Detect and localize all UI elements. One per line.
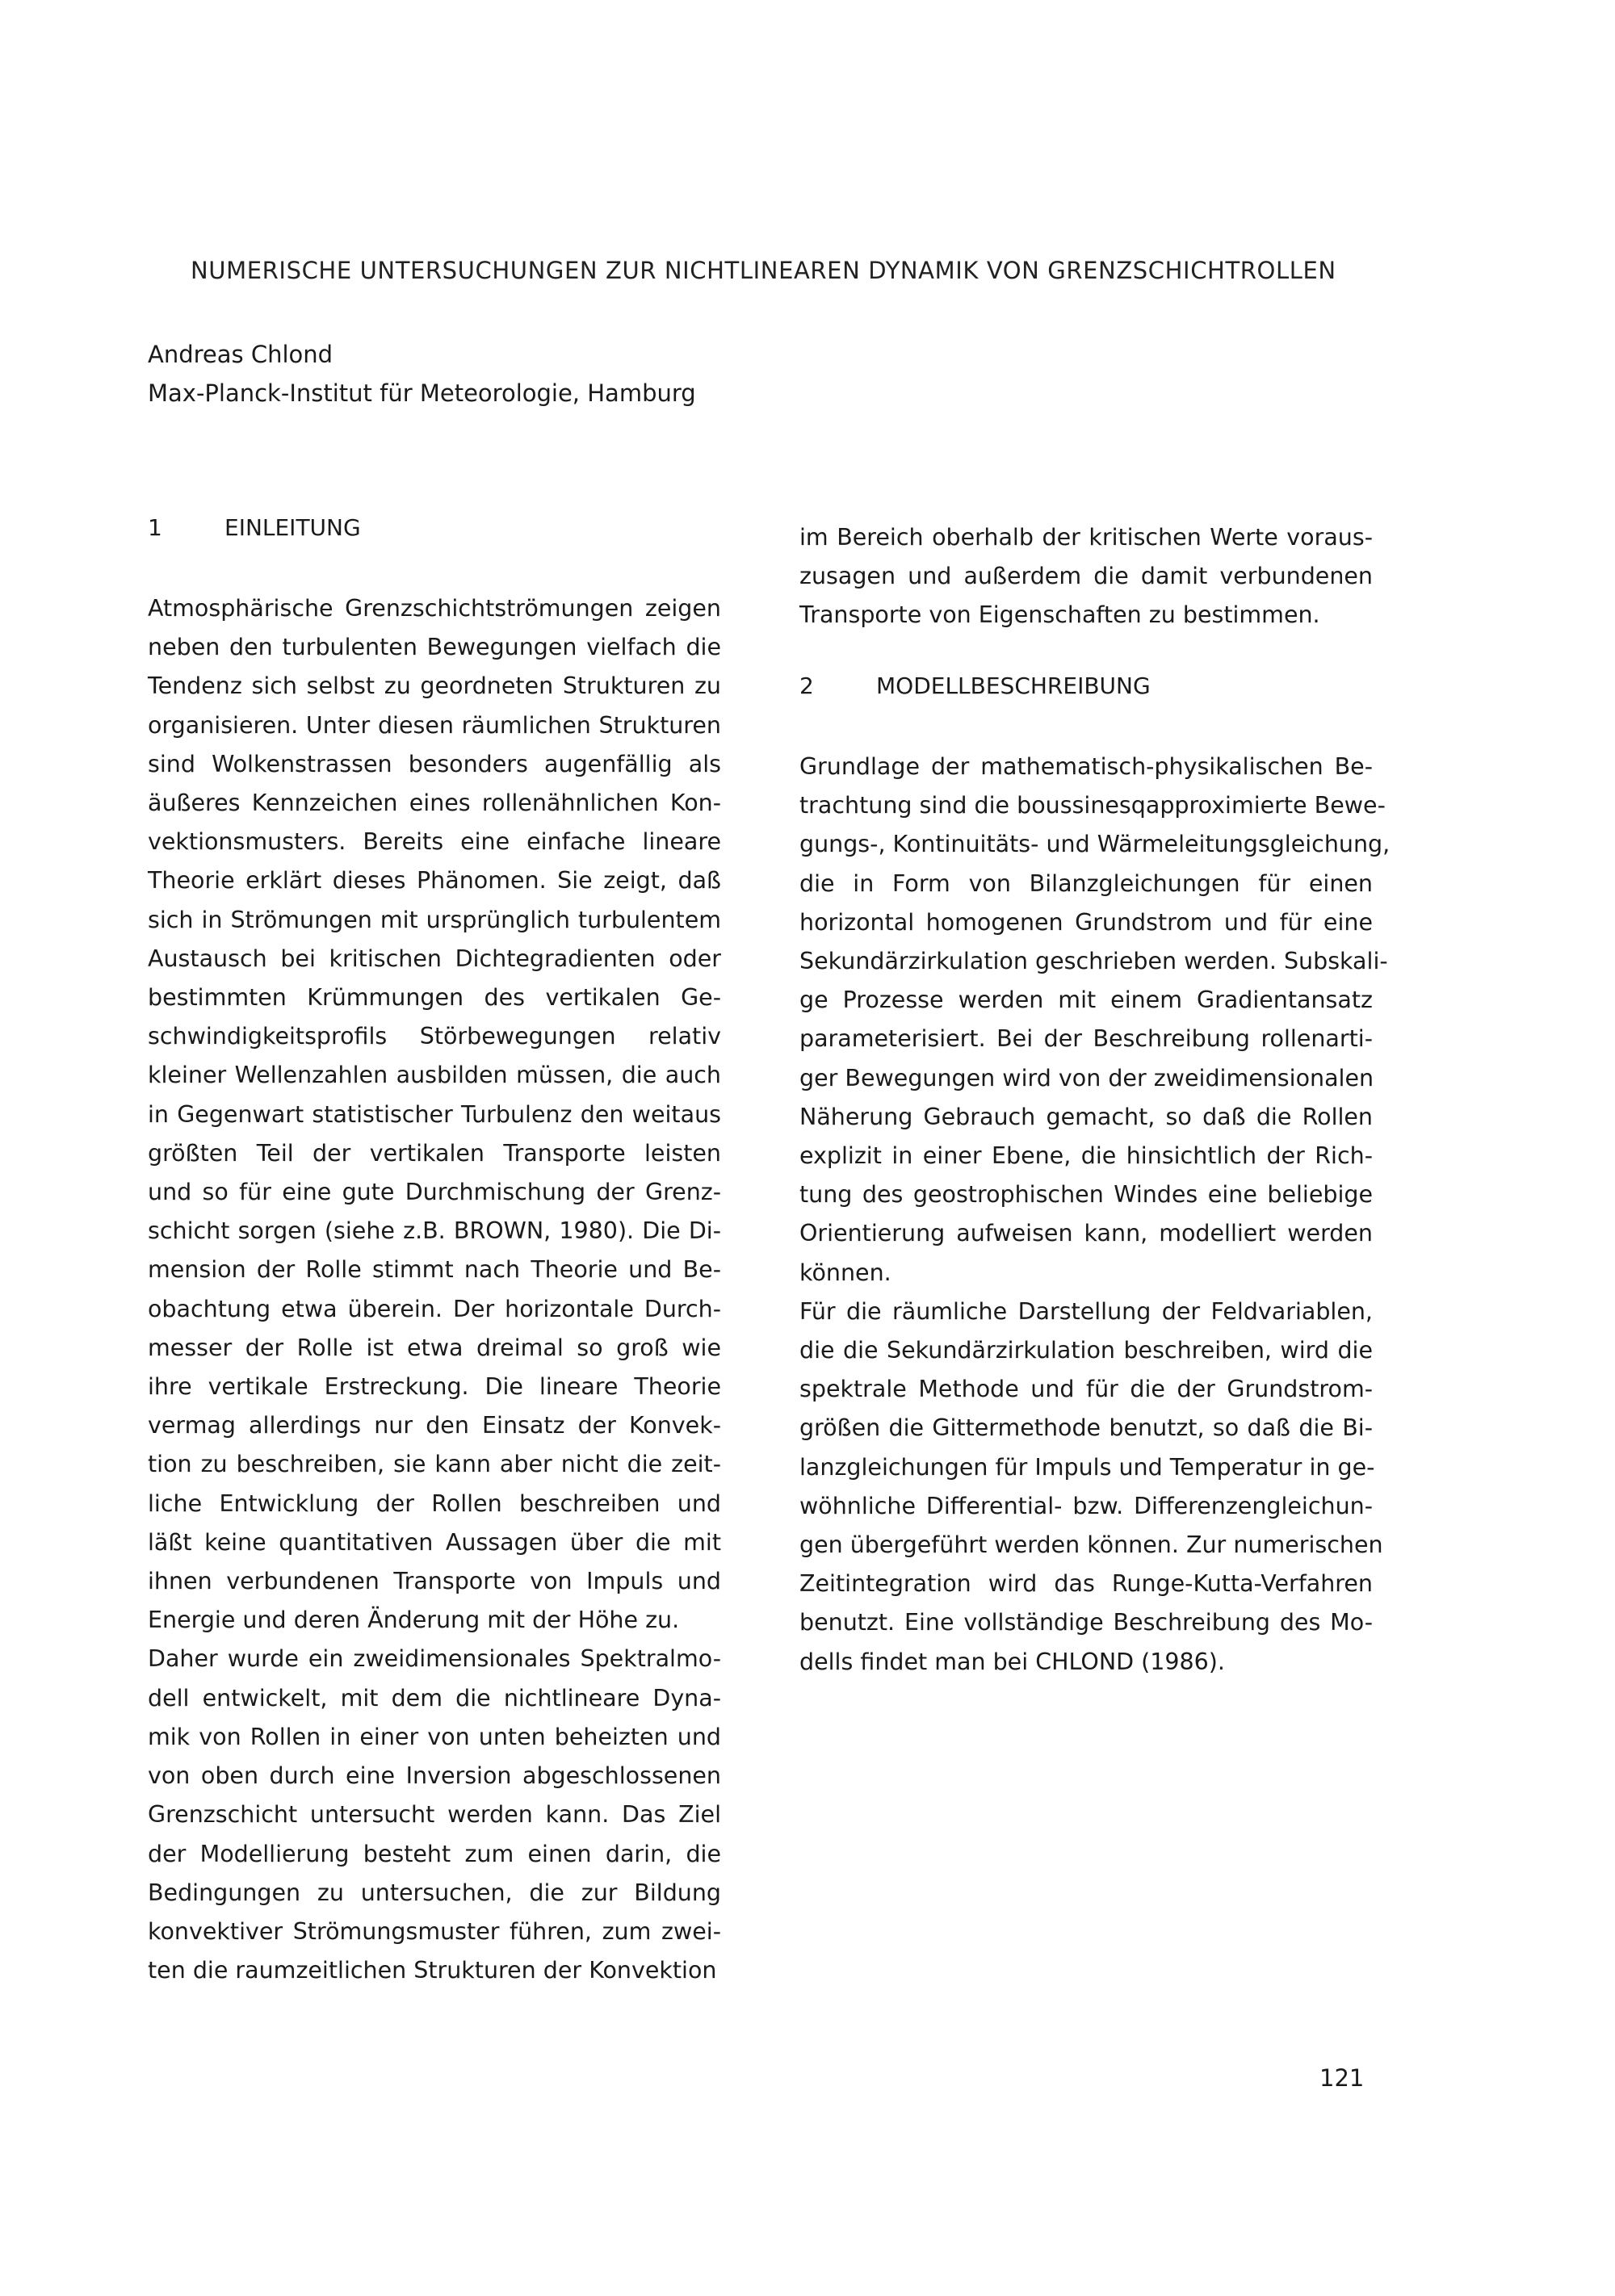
text-line: lanzgleichungen für Impuls und Temperatur in ge- (799, 1453, 1375, 1481)
text-line: zusagen und außerdem die damit verbundenen (799, 563, 1373, 590)
text-line: Für die räumliche Darstellung der Feldvariablen, (799, 1297, 1373, 1325)
text-line: und so für eine gute Durchmischung der Grenz- (148, 1179, 721, 1206)
text-line: explizit in einer Ebene, die hinsichtlich der Rich- (799, 1142, 1373, 1170)
text-line: läßt keine quantitativen Aussagen über die mit (148, 1528, 721, 1556)
text-line: Energie und deren Änderung mit der Höhe zu. (148, 1607, 680, 1634)
text-line: mension der Rolle stimmt nach Theorie und Be- (148, 1256, 721, 1284)
page-number: 121 (1319, 2064, 1365, 2092)
text-line: sind Wolkenstrassen besonders augenfällig als (148, 750, 721, 777)
text-line: parameterisiert. Bei der Beschreibung rollenarti- (799, 1025, 1373, 1053)
text-line: bestimmten Krümmungen des vertikalen Ge- (148, 984, 721, 1012)
text-line: tung des geostrophischen Windes eine beliebige (799, 1181, 1373, 1209)
text-line: gen übergeführt werden können. Zur numerischen (799, 1531, 1383, 1559)
text-line: können. (799, 1259, 891, 1286)
paper-title: NUMERISCHE UNTERSUCHUNGEN ZUR NICHTLINEAREN DYNAMIK VON GRENZSCHICHTROLLEN (191, 257, 1336, 284)
text-line: dell entwickelt, mit dem die nichtlineare Dyna- (148, 1684, 721, 1712)
text-line: in Gegenwart statistischer Turbulenz den weitaus (148, 1100, 721, 1128)
text-line: Austausch bei kritischen Dichtegradienten oder (148, 945, 721, 972)
text-line: der Modellierung besteht zum einen darin, die (148, 1840, 721, 1867)
author-affiliation: Max-Planck-Institut für Meteorologie, Hamburg (148, 379, 696, 407)
text-line: Sekundärzirkulation geschrieben werden. Subskali- (799, 948, 1388, 975)
section-1-number: 1 (148, 514, 162, 541)
section-2-title: MODELLBESCHREIBUNG (876, 672, 1151, 699)
text-line: Bedingungen zu untersuchen, die zur Bildung (148, 1879, 721, 1906)
text-line: dells findet man bei CHLOND (1986). (799, 1648, 1225, 1675)
section-1-heading (148, 514, 361, 541)
text-line: größten Teil der vertikalen Transporte leisten (148, 1139, 721, 1167)
text-line: die in Form von Bilanzgleichungen für einen (799, 869, 1373, 897)
text-line: ger Bewegungen wird von der zweidimensionalen (799, 1064, 1374, 1091)
text-line: benutzt. Eine vollständige Beschreibung des Mo- (799, 1609, 1373, 1636)
section-1-title: EINLEITUNG (224, 514, 361, 541)
text-line: wöhnliche Differential- bzw. Differenzengleichun- (799, 1492, 1373, 1519)
text-line: ten die raumzeitlichen Strukturen der Konvektion (148, 1957, 717, 1984)
text-line: schwindigkeitsprofils Störbewegungen relativ (148, 1023, 721, 1050)
section-2-heading (799, 672, 1151, 699)
text-line: Grundlage der mathematisch-physikalischen Be- (799, 753, 1373, 780)
text-line: ihre vertikale Erstreckung. Die lineare Theorie (148, 1373, 721, 1401)
text-line: neben den turbulenten Bewegungen vielfach die (148, 634, 721, 661)
text-line: messer der Rolle ist etwa dreimal so groß wie (148, 1334, 721, 1361)
left-column-body (148, 589, 721, 1990)
text-line: ge Prozesse werden mit einem Gradientansatz (799, 987, 1373, 1014)
text-line: schicht sorgen (siehe z.B. BROWN, 1980). Die Di- (148, 1217, 721, 1245)
text-line: größen die Gittermethode benutzt, so daß die Bi- (799, 1414, 1373, 1442)
text-line: die die Sekundärzirkulation beschreiben, wird die (799, 1337, 1373, 1364)
text-line: mik von Rollen in einer von unten beheizten und (148, 1723, 721, 1750)
text-line: kleiner Wellenzahlen ausbilden müssen, die auch (148, 1062, 721, 1089)
text-line: vektionsmusters. Bereits eine einfache lineare (148, 828, 721, 856)
author-name: Andreas Chlond (148, 341, 333, 368)
text-line: äußeres Kennzeichen eines rollenähnlichen Kon- (148, 790, 721, 817)
text-line: Näherung Gebrauch gemacht, so daß die Rollen (799, 1103, 1373, 1130)
text-line: Zeitintegration wird das Runge-Kutta-Verfahren (799, 1570, 1373, 1598)
text-line: Daher wurde ein zweidimensionales Spektralmo- (148, 1645, 721, 1673)
text-line: im Bereich oberhalb der kritischen Werte voraus- (799, 524, 1373, 551)
text-line: Orientierung aufweisen kann, modelliert werden (799, 1220, 1373, 1247)
section-2-body (799, 748, 1391, 1682)
text-line: organisieren. Unter diesen räumlichen Strukturen (148, 711, 721, 739)
right-column-continuation (799, 518, 1373, 635)
text-line: obachtung etwa überein. Der horizontale Durch- (148, 1295, 721, 1322)
text-line: gungs-, Kontinuitäts- und Wärmeleitungsgleichung, (799, 831, 1391, 858)
text-line: Tendenz sich selbst zu geordneten Strukturen zu (148, 672, 721, 700)
text-line: horizontal homogenen Grundstrom und für eine (799, 908, 1373, 936)
text-line: trachtung sind die boussinesqapproximierte Bewe- (799, 792, 1386, 819)
text-line: konvektiver Strömungsmuster führen, zum zwei- (148, 1917, 721, 1945)
text-line: sich in Strömungen mit ursprünglich turbulentem (148, 906, 721, 933)
text-line: Theorie erklärt dieses Phänomen. Sie zeigt, daß (148, 867, 721, 895)
text-line: Atmosphärische Grenzschichtströmungen zeigen (148, 595, 721, 622)
text-line: liche Entwicklung der Rollen beschreiben und (148, 1489, 721, 1517)
section-2-number: 2 (799, 672, 814, 699)
text-line: von oben durch eine Inversion abgeschlossenen (148, 1762, 721, 1790)
text-line: ihnen verbundenen Transporte von Impuls und (148, 1568, 721, 1595)
text-line: tion zu beschreiben, sie kann aber nicht die zeit- (148, 1451, 721, 1478)
text-line: Transporte von Eigenschaften zu bestimmen. (799, 601, 1320, 629)
text-line: spektrale Methode und für die der Grundstrom- (799, 1376, 1373, 1403)
text-line: Grenzschicht untersucht werden kann. Das Ziel (148, 1801, 721, 1829)
text-line: vermag allerdings nur den Einsatz der Konvek- (148, 1412, 721, 1439)
